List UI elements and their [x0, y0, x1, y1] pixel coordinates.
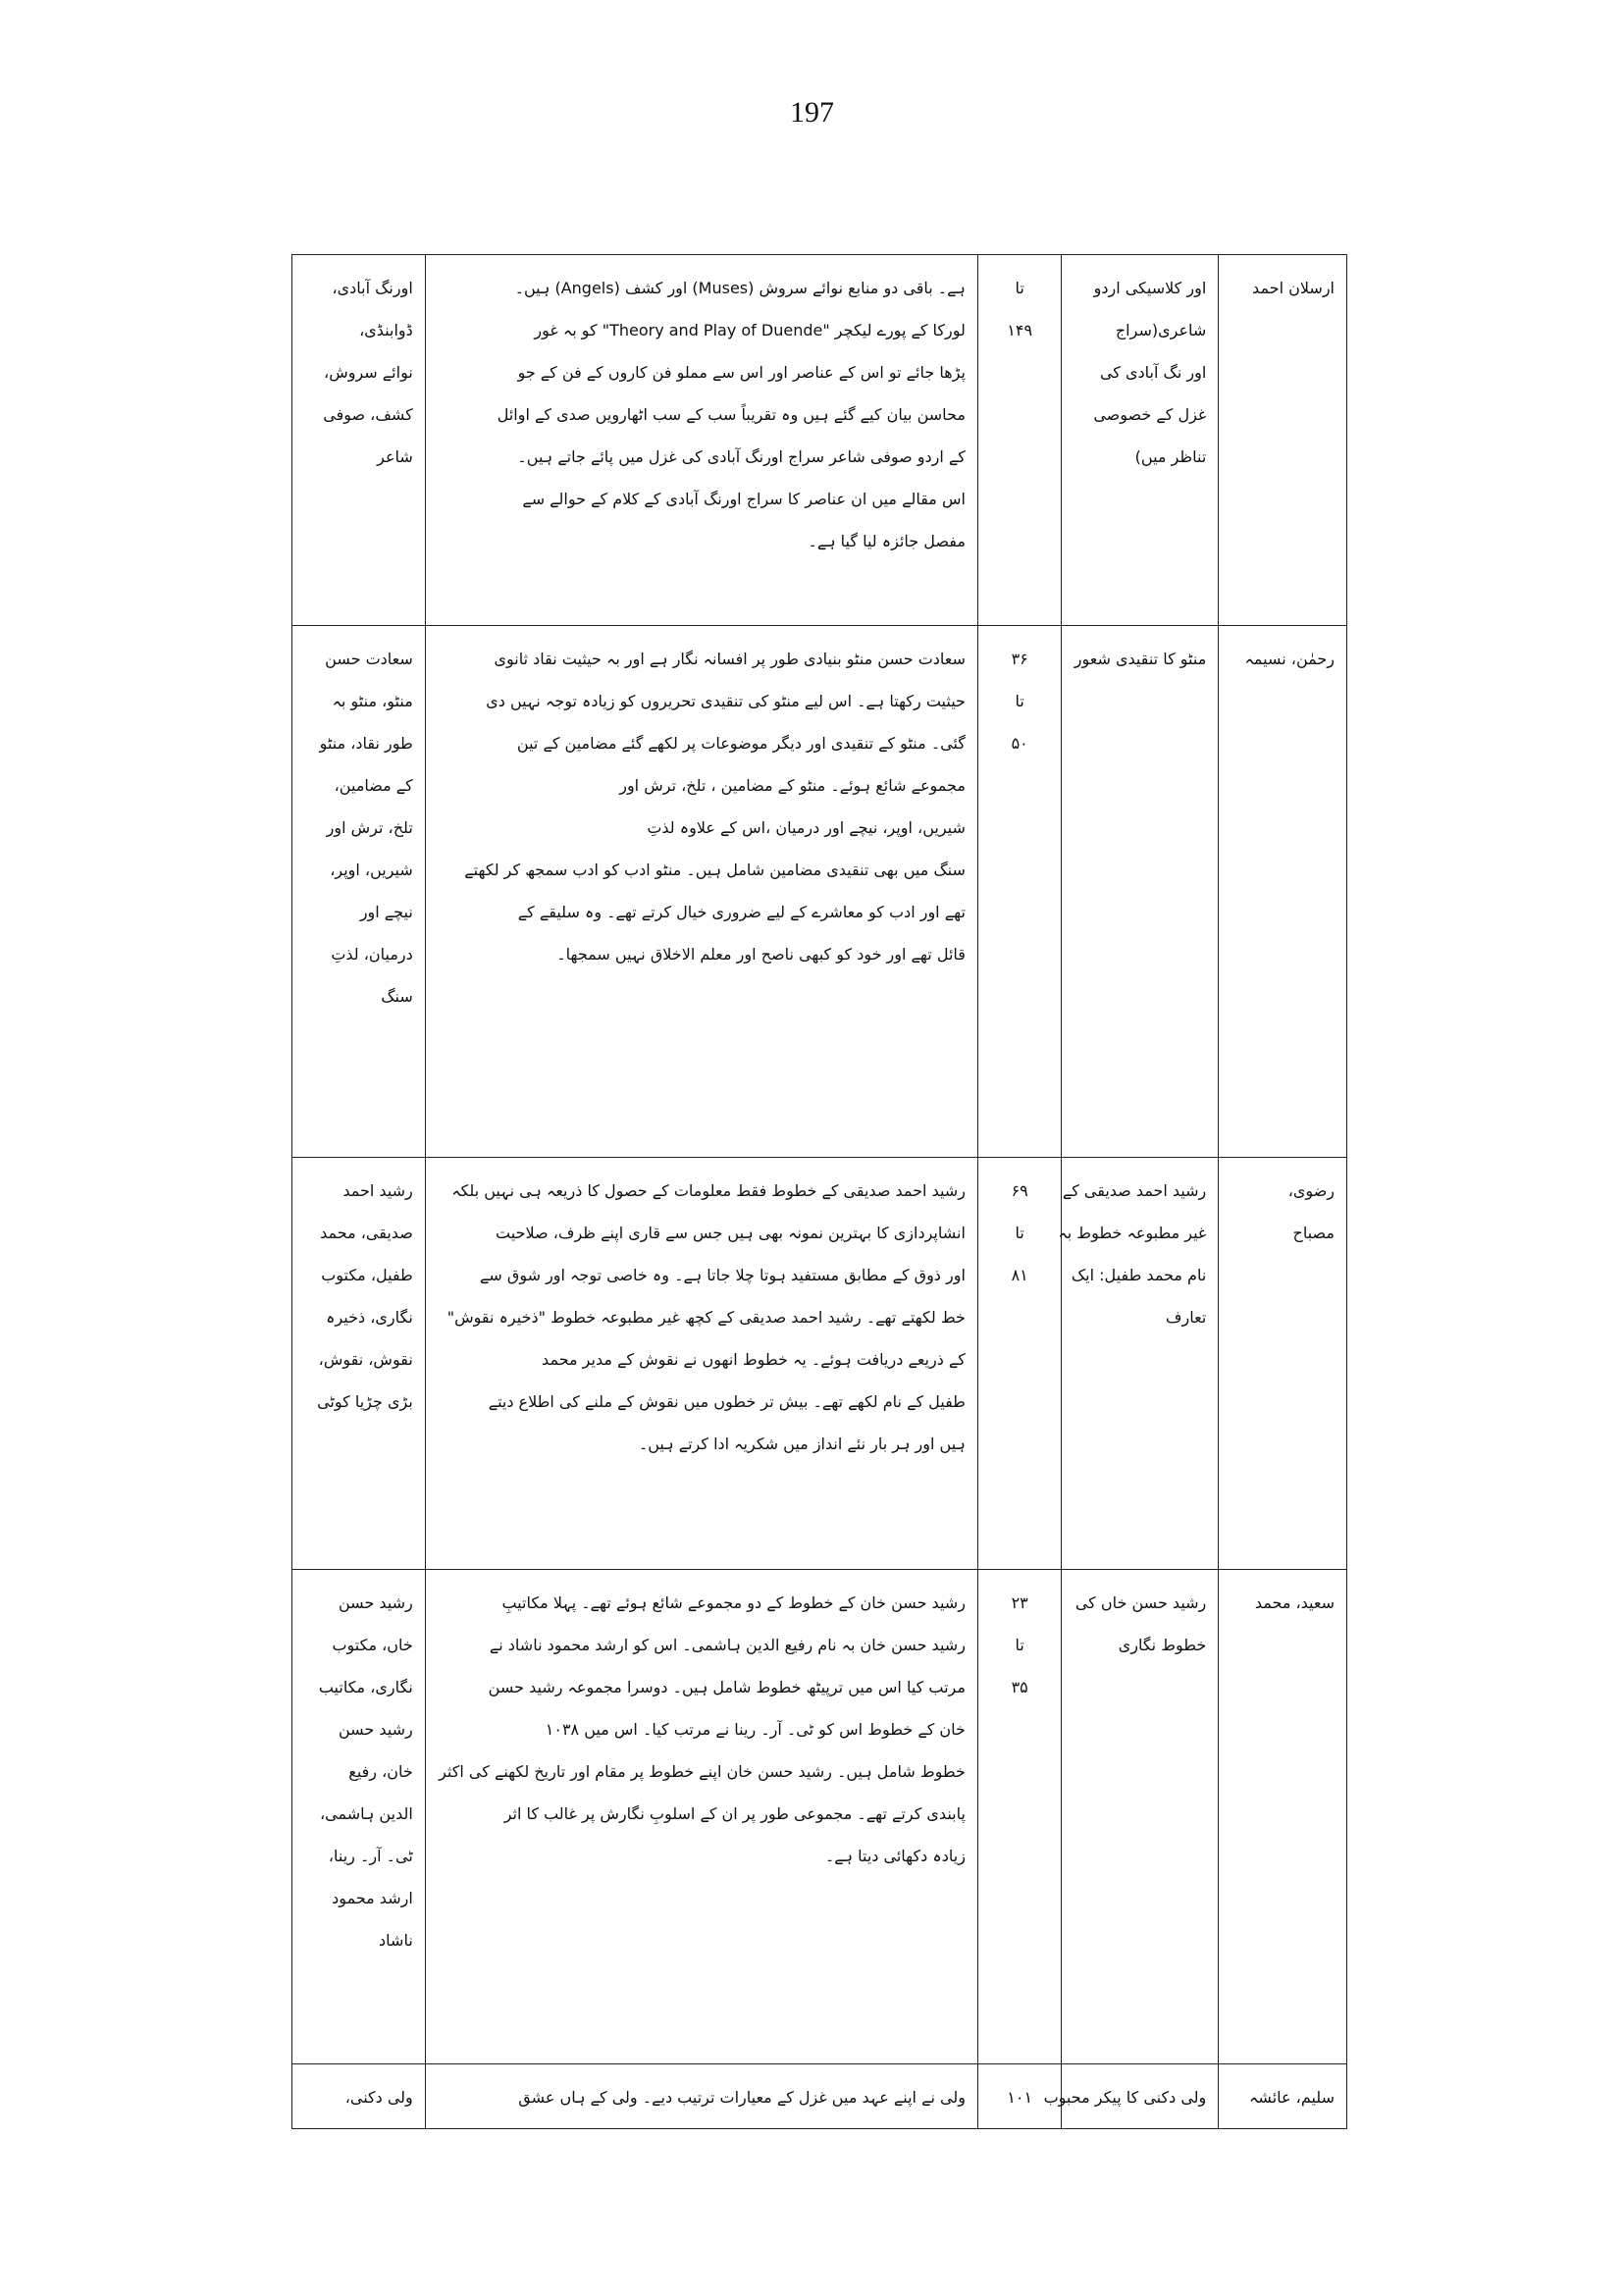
title-line: تعارف	[1165, 1308, 1207, 1327]
keywords-line: شیریں، اوپر،	[330, 861, 413, 879]
keywords-line: رشید حسن	[338, 1720, 413, 1739]
summary-line: حیثیت رکھتا ہے۔ اس لیے منٹو کی تنقیدی تحریروں کو زیادہ توجہ نہیں دی	[486, 692, 966, 710]
title-line: منٹو کا تنقیدی شعور	[1074, 650, 1207, 668]
page-number: 197	[790, 96, 834, 129]
keywords-line: رشید احمد	[342, 1181, 413, 1200]
pages-line: ۶۹	[1011, 1181, 1028, 1200]
summary-line: مفصل جائزہ لیا گیا ہے۔	[808, 532, 966, 550]
summary-cell	[425, 626, 977, 1158]
keywords-line: بڑی چڑیا کوٹی	[317, 1392, 413, 1411]
keywords-line: منٹو، منٹو بہ	[332, 692, 413, 710]
pages-line: ۳۵	[1011, 1678, 1028, 1696]
keywords-cell	[292, 1158, 426, 1570]
summary-line: خط لکھتے تھے۔ رشید احمد صدیقی کے کچھ غیر مطبوعہ خطوط "ذخیرہ نقوش"	[446, 1308, 966, 1327]
summary-line: شیریں، اوپر، نیچے اور درمیان ،اس کے علاوہ لذتِ	[647, 818, 966, 837]
pages-line: تا	[1015, 1224, 1024, 1242]
table-row	[292, 2064, 1347, 2129]
pages-line: ۸۱	[1011, 1266, 1028, 1284]
pages-line: ۱۴۹	[1007, 321, 1033, 339]
summary-line: زیادہ دکھائی دیتا ہے۔	[824, 1847, 966, 1865]
table-row	[292, 1158, 1347, 1570]
keywords-cell	[292, 255, 426, 626]
title-line: غیر مطبوعہ خطوط بہ	[1058, 1224, 1207, 1242]
summary-line: پڑھا جائے تو اس کے عناصر اور اس سے مملو فن کاروں کے فن کے جو	[517, 363, 966, 382]
title-cell	[1058, 1158, 1219, 1570]
title-cell	[1062, 626, 1219, 1158]
title-line: غزل کے خصوصی	[1093, 405, 1207, 424]
summary-line: مجموعے شائع ہوئے۔ منٹو کے مضامین ، تلخ، ترش اور	[619, 776, 966, 795]
title-line: رشید حسن خاں کی	[1074, 1593, 1207, 1612]
summary-line: گئی۔ منٹو کے تنقیدی اور دیگر موضوعات پر لکھے گئے مضامین کے تین	[516, 734, 966, 753]
summary-line: خان کے خطوط اس کو ٹی۔ آر۔ رینا نے مرتب کیا۔ اس میں ۱۰۳۸	[545, 1720, 966, 1739]
author-cell	[1219, 255, 1347, 626]
summary-line: تھے اور ادب کو معاشرے کے لیے ضروری خیال کرتے تھے۔ وہ سلیقے کے	[517, 903, 966, 921]
author-cell	[1219, 626, 1347, 1158]
keywords-cell	[292, 626, 426, 1158]
summary-line: اور ذوق کے مطابق مستفید ہوتا چلا جاتا ہے۔ وہ خاصی توجہ اور شوق سے	[480, 1266, 966, 1284]
summary-line: سعادت حسن منٹو بنیادی طور پر افسانہ نگار ہے اور بہ حیثیت نقاد ثانوی	[494, 650, 966, 668]
summary-line: کے ذریعے دریافت ہوئے۔ یہ خطوط انھوں نے نقوش کے مدیر محمد	[542, 1350, 966, 1369]
summary-cell	[425, 1158, 977, 1570]
keywords-line: تلخ، ترش اور	[326, 818, 413, 837]
pages-line: تا	[1015, 279, 1024, 297]
keywords-cell	[292, 2064, 426, 2129]
summary-line: پابندی کرتے تھے۔ مجموعی طور پر ان کے اسلوبِ نگارش پر غالب کا اثر	[503, 1804, 966, 1823]
summary-cell	[425, 255, 977, 626]
index-table-body	[292, 255, 1347, 2129]
table-row	[292, 626, 1347, 1158]
summary-line: ہیں اور ہر بار نئے انداز میں شکریہ ادا کرتے ہیں۔	[638, 1434, 966, 1453]
keywords-line: درمیان، لذتِ	[331, 945, 413, 964]
keywords-line: نقوش، نقوش،	[318, 1350, 413, 1369]
summary-line: اس مقالے میں ان عناصر کا سراج اورنگ آبادی کے کلام کے حوالے سے	[522, 490, 966, 508]
summary-line: رشید حسن خان کے خطوط کے دو مجموعے شائع ہوئے تھے۔ پہلا مکاتیبِ	[501, 1593, 966, 1612]
summary-cell	[425, 1570, 977, 2064]
author-line: مصباح	[1292, 1224, 1335, 1242]
title-line: نام محمد طفیل: ایک	[1071, 1266, 1207, 1284]
keywords-line: خان، رفیع	[348, 1762, 413, 1781]
keywords-line: نیچے اور	[359, 903, 413, 921]
keywords-line: کشف، صوفی	[323, 405, 413, 424]
title-line: اور کلاسیکی اردو	[1093, 279, 1207, 297]
author-cell	[1219, 1158, 1347, 1570]
title-line: تناظر میں)	[1134, 447, 1207, 466]
summary-line: محاسن بیان کیے گئے ہیں وہ تقریباً سب کے سب اٹھارویں صدی کے اوائل	[497, 405, 966, 424]
pages-line: ۳۶	[1011, 650, 1028, 668]
summary-line: خطوط شامل ہیں۔ رشید حسن خان اپنے خطوط پر مقام اور تاریخ لکھنے کی اکثر	[439, 1762, 966, 1781]
author-line: رحمٰن، نسیمہ	[1244, 650, 1335, 668]
keywords-line: طور نقاد، منٹو	[319, 734, 413, 753]
pages-cell	[977, 626, 1061, 1158]
summary-line: رشید احمد صدیقی کے خطوط فقط معلومات کے حصول کا ذریعہ ہی نہیں بلکہ	[451, 1181, 966, 1200]
author-line: رضوی،	[1287, 1181, 1335, 1200]
summary-line: طفیل کے نام لکھے تھے۔ بیش تر خطوں میں نقوش کے ملنے کی اطلاع دیتے	[488, 1392, 966, 1411]
table-row	[292, 255, 1347, 626]
pages-line: ۱۰۱	[1007, 2088, 1033, 2107]
keywords-line: ٹی۔ آر۔ رینا،	[328, 1847, 413, 1865]
summary-line: رشید حسن خان بہ نام رفیع الدین ہاشمی۔ اس کو ارشد محمود ناشاد نے	[489, 1636, 966, 1654]
title-line: ولی دکنی کا پیکر محبوب	[1043, 2088, 1207, 2107]
keywords-line: صدیقی، محمد	[320, 1224, 413, 1242]
keywords-line: نگاری، ذخیرہ	[326, 1308, 413, 1327]
author-cell	[1219, 2064, 1347, 2129]
keywords-line: شاعر	[377, 447, 413, 466]
keywords-line: ولی دکنی،	[344, 2088, 413, 2107]
pages-cell	[977, 255, 1061, 626]
pages-line: تا	[1015, 692, 1024, 710]
keywords-line: ڈوابنڈی،	[359, 321, 413, 339]
title-cell	[1043, 2064, 1219, 2129]
summary-line: ہے۔ باقی دو منابع نوائے سروش (Muses) اور کشف (Angels) ہیں۔	[514, 279, 966, 297]
index-table	[291, 254, 1347, 2129]
keywords-line: خاں، مکتوب	[332, 1636, 413, 1654]
author-line: سلیم، عائشہ	[1249, 2088, 1335, 2107]
title-cell	[1062, 255, 1219, 626]
pages-line: تا	[1015, 1636, 1024, 1654]
summary-line: مرتب کیا اس میں ترپیٹھ خطوط شامل ہیں۔ دوسرا مجموعہ رشید حسن	[488, 1678, 966, 1696]
title-line: اور نگ آبادی کی	[1099, 363, 1207, 382]
keywords-line: ارشد محمود	[332, 1889, 413, 1907]
title-line: خطوط نگاری	[1118, 1636, 1207, 1654]
author-cell	[1219, 1570, 1347, 2064]
summary-line: انشاپردازی کا بہترین نمونہ بھی ہیں جس سے قاری اپنے ظرف، صلاحیت	[496, 1224, 966, 1242]
summary-line: کے اردو صوفی شاعر سراج اورنگ آبادی کی غزل میں پائے جاتے ہیں۔	[517, 447, 966, 466]
title-cell	[1062, 1570, 1219, 2064]
keywords-line: نگاری، مکاتیب	[318, 1678, 413, 1696]
keywords-line: کے مضامین،	[334, 776, 413, 795]
keywords-line: نوائے سروش،	[324, 363, 413, 382]
summary-cell	[425, 2064, 977, 2129]
pages-line: ۵۰	[1011, 734, 1028, 753]
title-line: شاعری(سراج	[1115, 321, 1207, 339]
keywords-line: رشید حسن	[338, 1593, 413, 1612]
summary-line: سنگ میں بھی تنقیدی مضامین شامل ہیں۔ منٹو ادب کو ادب سمجھ کر لکھتے	[464, 861, 966, 879]
keywords-cell	[292, 1570, 426, 2064]
keywords-line: طفیل، مکتوب	[321, 1266, 413, 1284]
title-line: رشید احمد صدیقی کے	[1062, 1181, 1207, 1200]
summary-line: قائل تھے اور خود کو کبھی ناصح اور معلم الاخلاق نہیں سمجھا۔	[556, 945, 966, 964]
keywords-line: سعادت حسن	[325, 650, 413, 668]
keywords-line: الدین ہاشمی،	[319, 1804, 413, 1823]
pages-line: ۲۳	[1011, 1593, 1028, 1612]
keywords-line: ناشاد	[379, 1931, 413, 1950]
author-line: ارسلان احمد	[1252, 279, 1335, 297]
keywords-line: اورنگ آبادی،	[332, 279, 413, 297]
pages-cell	[977, 1570, 1061, 2064]
pages-cell	[977, 1158, 1061, 1570]
table-row	[292, 1570, 1347, 2064]
summary-line: لورکا کے پورے لیکچر "Theory and Play of Duende" کو بہ غور	[534, 321, 966, 339]
author-line: سعید، محمد	[1254, 1593, 1335, 1612]
summary-line: ولی نے اپنے عہد میں غزل کے معیارات ترتیب دیے۔ ولی کے ہاں عشق	[518, 2088, 966, 2107]
keywords-line: سنگ	[381, 987, 413, 1006]
